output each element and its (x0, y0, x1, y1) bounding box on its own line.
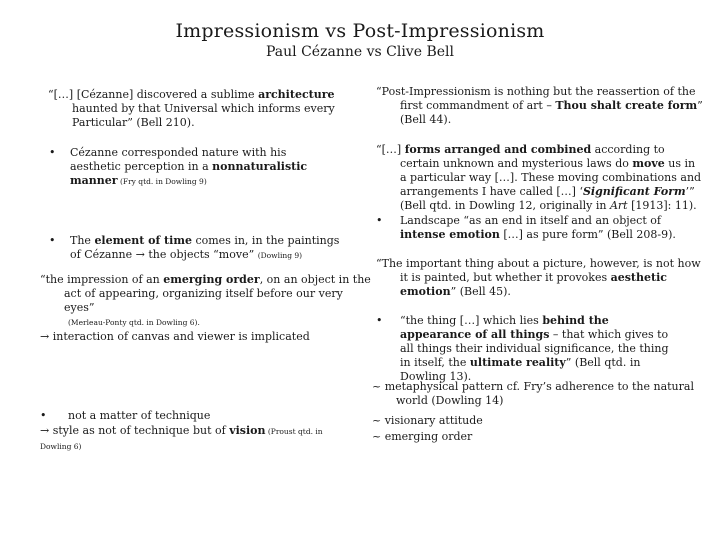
right-bullet-landscape: Landscape “as an end in itself and an object of intense emotion […] as pure form” (Bell 208-9). (400, 214, 676, 241)
right-quote-significant-form: “[…] forms arranged and combined according to certain unknown and mysterious laws do move us in a particular way […]. These moving combinations and arrangements I have called […] ‘Significant Form’” (Bell qtd. in Dowling 12, originally in Art [1913]: 11). (376, 143, 702, 212)
left-interaction-note: → interaction of canvas and viewer is implicated (40, 330, 310, 343)
left-bullet-time: The element of time comes in, in the paintings of Cézanne → the objects “move” (Dowling 9) (70, 234, 340, 261)
bullet: • (376, 214, 383, 227)
right-tilde-metaphysical: ~ metaphysical pattern cf. Fry’s adherence to the natural world (Dowling 14) (372, 380, 694, 407)
bullet: • (376, 314, 383, 327)
right-quote-aesthetic-emotion: “The important thing about a picture, however, is not how it is painted, but whether it provokes aesthetic emotion” (Bell 45). (376, 257, 701, 298)
right-tilde-emerging: ~ emerging order (372, 430, 473, 443)
left-bullet-nonnaturalistic: Cézanne corresponded nature with his aesthetic perception in a nonnaturalistic manner (Fry qtd. in Dowling 9) (70, 146, 308, 187)
bullet: • (49, 234, 56, 247)
left-bullet-technique: not a matter of technique (68, 409, 211, 422)
right-tilde-visionary: ~ visionary attitude (372, 414, 483, 427)
left-style-vision: → style as not of technique but of vision (Proust qtd. in Dowling 6) (40, 424, 323, 451)
bullet: • (40, 409, 47, 422)
right-quote-create-form: “Post-Impressionism is nothing but the reassertion of the first commandment of art – Thou shalt create form” (Bell 44). (376, 85, 703, 126)
slide-subtitle: Paul Cézanne vs Clive Bell (266, 44, 454, 60)
left-quote-architecture: “[…] [Cézanne] discovered a sublime architecture haunted by that Universal which informs every Particular” (Bell 210). (48, 88, 335, 129)
right-bullet-ultimate-reality: “the thing […] which lies behind the appearance of all things – that which gives to all things their individual significance, the thing in itself, the ultimate reality” (Bell qtd. in Dowling 13). (400, 314, 669, 383)
left-quote-citation: (Merleau-Ponty qtd. in Dowling 6). (68, 318, 200, 327)
bullet: • (49, 146, 56, 159)
slide-title: Impressionism vs Post-Impressionism (175, 20, 545, 42)
left-quote-emerging-order: “the impression of an emerging order, on an object in the act of appearing, organizing itself before our very eyes” (40, 273, 371, 314)
